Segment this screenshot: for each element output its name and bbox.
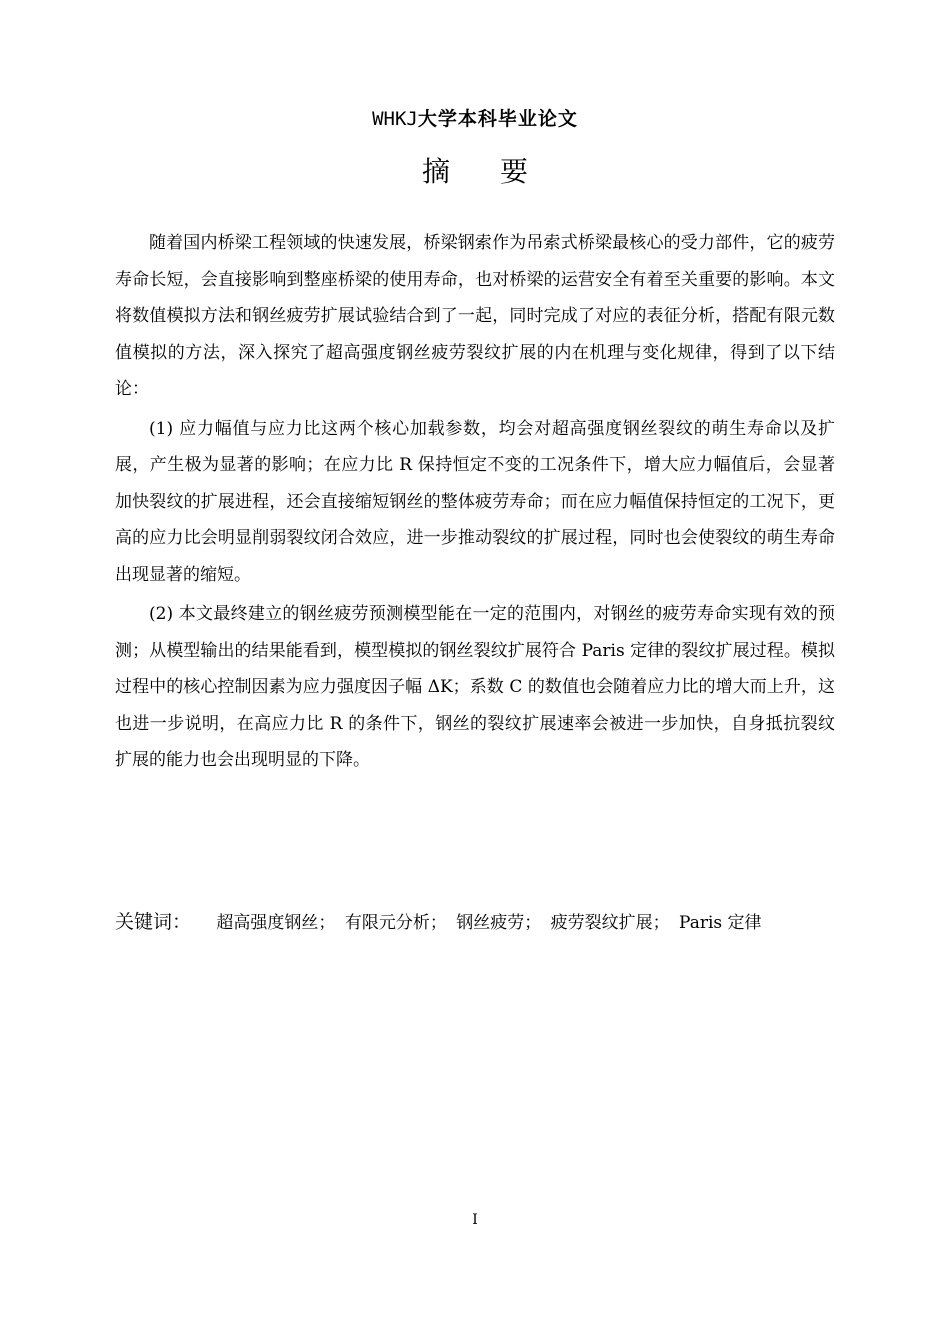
keyword-item: 有限元分析； bbox=[344, 913, 447, 933]
abstract-body bbox=[115, 225, 835, 782]
header-school-code: WHKJ bbox=[372, 108, 418, 130]
keywords-label: 关键词： bbox=[115, 911, 192, 933]
keyword-item: Paris 定律 bbox=[679, 913, 762, 933]
abstract-title: 摘要 bbox=[421, 155, 578, 188]
keyword-item: 超高强度钢丝； bbox=[216, 913, 336, 933]
keyword-item: 疲劳裂纹扩展； bbox=[550, 913, 670, 933]
keywords-line bbox=[115, 907, 855, 938]
abstract-paragraph-conclusion-2: (2) 本文最终建立的钢丝疲劳预测模型能在一定的范围内，对钢丝的疲劳寿命实现有效的预测；从模型输出的结果能看到，模型模拟的钢丝裂纹扩展符合 Paris 定律的裂纹扩展过程。模拟过程中的核心控制因素为应力强度因子幅 ΔK；系数 C 的数值也会随着应力比的增大而上升，这也进一步说明，在高应力比 R 的条件下，钢丝的裂纹扩展速率会被进一步加快，自身抵抗裂纹扩展的能力也会出现明显的下降。 bbox=[115, 604, 835, 770]
abstract-paragraph-conclusion-1: (1) 应力幅值与应力比这两个核心加载参数，均会对超高强度钢丝裂纹的萌生寿命以及扩展，产生极为显著的影响；在应力比 R 保持恒定不变的工况条件下，增大应力幅值后，会显著加快裂纹的扩展进程，还会直接缩短钢丝的整体疲劳寿命；而在应力幅值保持恒定的工况下，更高的应力比会明显削弱裂纹闭合效应，进一步推动裂纹的扩展过程，同时也会使裂纹的萌生寿命出现显著的缩短。 bbox=[115, 418, 835, 585]
header-thesis-type: 大学本科毕业论文 bbox=[417, 108, 578, 130]
thesis-header bbox=[0, 104, 950, 131]
keyword-item: 钢丝疲劳； bbox=[456, 913, 542, 933]
page-number: I bbox=[472, 1212, 478, 1228]
abstract-paragraph-intro: 随着国内桥梁工程领域的快速发展，桥梁钢索作为吊索式桥梁最核心的受力部件，它的疲劳寿命长短，会直接影响到整座桥梁的使用寿命，也对桥梁的运营安全有着至关重要的影响。本文将数值模拟方法和钢丝疲劳扩展试验结合到了一起，同时完成了对应的表征分析，搭配有限元数值模拟的方法，深入探究了超高强度钢丝疲劳裂纹扩展的内在机理与变化规律，得到了以下结论： bbox=[115, 233, 835, 399]
